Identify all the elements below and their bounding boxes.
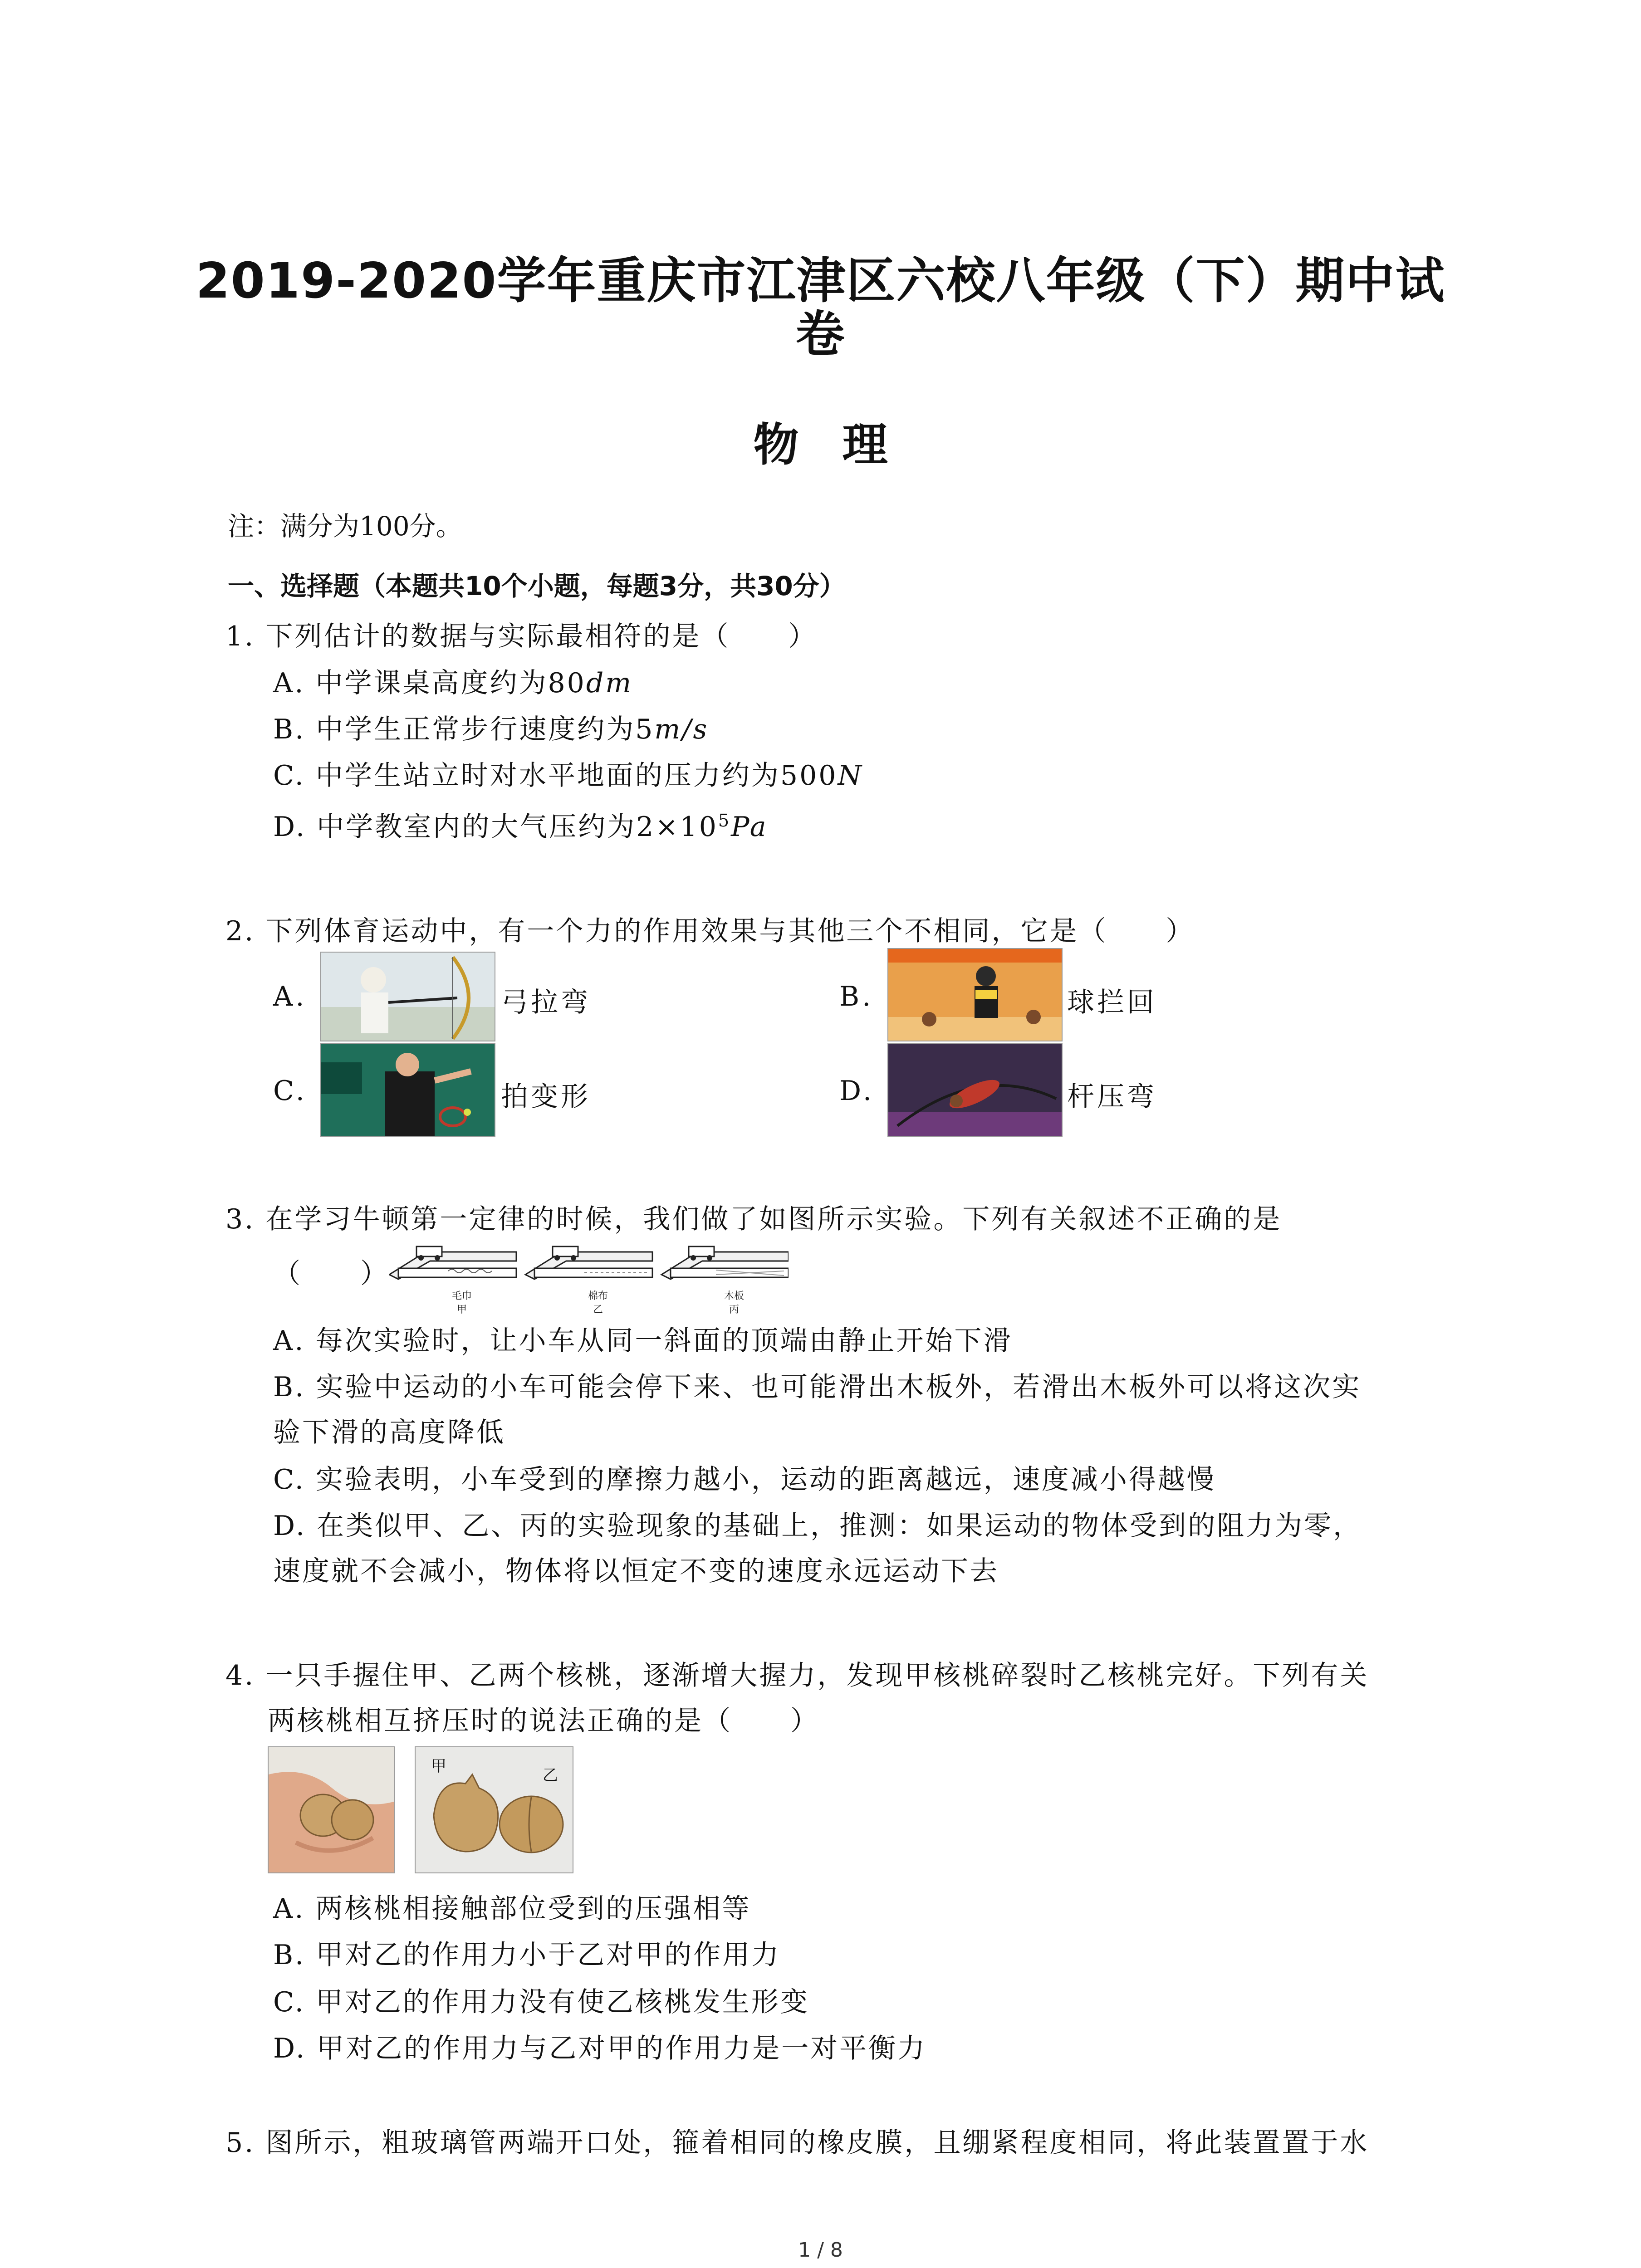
q3-stem: 3. 在学习牛顿第一定律的时候，我们做了如图所示实验。下列有关叙述不正确的是 xyxy=(225,1203,1282,1235)
q1-option-b-text: B. 中学生正常步行速度约为5 xyxy=(273,714,655,745)
q1-option-d-exponent: 5 xyxy=(718,811,731,831)
tennis-photo xyxy=(320,1043,495,1137)
q4-stem-line2: 两核桃相互挤压时的说法正确的是（ ） xyxy=(268,1705,819,1737)
archery-photo xyxy=(320,952,495,1041)
score-note: 注：满分为100分。 xyxy=(228,511,462,542)
q1-option-c-text: C. 中学生站立时对水平地面的压力约为500 xyxy=(273,760,838,792)
q3-option-b-line2: 验下滑的高度降低 xyxy=(273,1417,505,1448)
q1-option-c xyxy=(273,754,863,793)
q1-option-b xyxy=(273,708,709,747)
q2-letter-a: A. xyxy=(273,981,307,1012)
q3-option-d-line2: 速度就不会减小，物体将以恒定不变的速度永远运动下去 xyxy=(273,1555,999,1587)
q4-option-d: D. 甲对乙的作用力与乙对甲的作用力是一对平衡力 xyxy=(273,2033,927,2064)
q2-stem: 2. 下列体育运动中，有一个力的作用效果与其他三个不相同，它是（ ） xyxy=(225,915,1195,947)
q1-option-d-text: D. 中学教室内的大气压约为2×10 xyxy=(273,811,718,843)
section-heading-choice: 一、选择题（本题共10个小题，每题3分，共30分） xyxy=(228,571,846,601)
q2-label-b: 球拦回 xyxy=(1067,987,1157,1018)
newton-experiment-figure xyxy=(389,1243,789,1325)
archery-illustration xyxy=(321,953,495,1041)
q4-option-b: B. 甲对乙的作用力小于乙对甲的作用力 xyxy=(273,1939,781,1971)
q3-option-b-line1: B. 实验中运动的小车可能会停下来、也可能滑出木板外，若滑出木板外可以将这次实 xyxy=(273,1371,1362,1403)
fig-label-towel: 毛巾 xyxy=(451,1290,472,1302)
q1-option-a xyxy=(273,661,633,700)
q4-stem-line1: 4. 一只手握住甲、乙两个核桃，逐渐增大握力，发现甲核桃碎裂时乙核桃完好。下列有关 xyxy=(225,1660,1369,1691)
q2-label-c: 拍变形 xyxy=(501,1081,591,1113)
fig-tag-yi: 乙 xyxy=(593,1304,603,1315)
q1-option-a-unit: dm xyxy=(586,667,633,699)
q4-option-c: C. 甲对乙的作用力没有使乙核桃发生形变 xyxy=(273,1986,809,2018)
q1-option-c-unit: N xyxy=(838,760,863,792)
q1-option-a-text: A. 中学课桌高度约为80 xyxy=(273,667,586,699)
hand-walnuts-photo xyxy=(268,1746,395,1873)
volleyball-photo xyxy=(887,948,1063,1041)
fig-label-cotton: 棉布 xyxy=(588,1290,608,1302)
walnuts-compare-photo xyxy=(415,1746,573,1873)
q3-option-d-line1: D. 在类似甲、乙、丙的实验现象的基础上，推测：如果运动的物体受到的阻力为零， xyxy=(273,1510,1362,1542)
volleyball-illustration xyxy=(888,949,1062,1041)
exam-title-line1: 2019-2020学年重庆市江津区六校八年级（下）期中试 xyxy=(196,253,1445,309)
q4-option-a: A. 两核桃相接触部位受到的压强相等 xyxy=(273,1893,751,1925)
q1-option-d-unit: Pa xyxy=(731,811,768,843)
q2-letter-b: B. xyxy=(839,981,874,1012)
q1-stem: 1. 下列估计的数据与实际最相符的是（ ） xyxy=(225,621,818,652)
tennis-illustration xyxy=(321,1044,495,1136)
incline-cart-diagram xyxy=(389,1243,789,1293)
walnut-label-jia: 甲 xyxy=(431,1757,446,1775)
q3-option-a: A. 每次实验时，让小车从同一斜面的顶端由静止开始下滑 xyxy=(273,1325,1013,1357)
page-number: 1 / 8 xyxy=(798,2239,843,2262)
q3-answer-paren: （ ） xyxy=(273,1258,389,1290)
fig-tag-jia: 甲 xyxy=(456,1304,467,1315)
q2-label-a: 弓拉弯 xyxy=(501,987,591,1018)
subject-heading: 物理 xyxy=(753,418,931,471)
hand-walnuts-illustration xyxy=(269,1747,394,1872)
pole-vault-illustration xyxy=(888,1044,1062,1136)
exam-title-line2: 卷 xyxy=(795,306,846,363)
q2-letter-c: C. xyxy=(273,1075,307,1107)
fig-label-board: 木板 xyxy=(724,1290,744,1302)
q5-stem: 5. 图所示，粗玻璃管两端开口处，箍着相同的橡皮膜，且绷紧程度相同，将此装置置于水 xyxy=(225,2127,1369,2159)
q3-option-c: C. 实验表明，小车受到的摩擦力越小，运动的距离越远，速度减小得越慢 xyxy=(273,1464,1216,1496)
fig-tag-bing: 丙 xyxy=(729,1304,739,1315)
pole-vault-photo xyxy=(887,1043,1063,1137)
q2-label-d: 杆压弯 xyxy=(1067,1081,1157,1113)
walnut-label-yi: 乙 xyxy=(543,1766,558,1784)
q2-letter-d: D. xyxy=(839,1075,875,1107)
q1-option-d xyxy=(273,805,768,844)
q1-option-b-unit: m/s xyxy=(654,714,709,745)
